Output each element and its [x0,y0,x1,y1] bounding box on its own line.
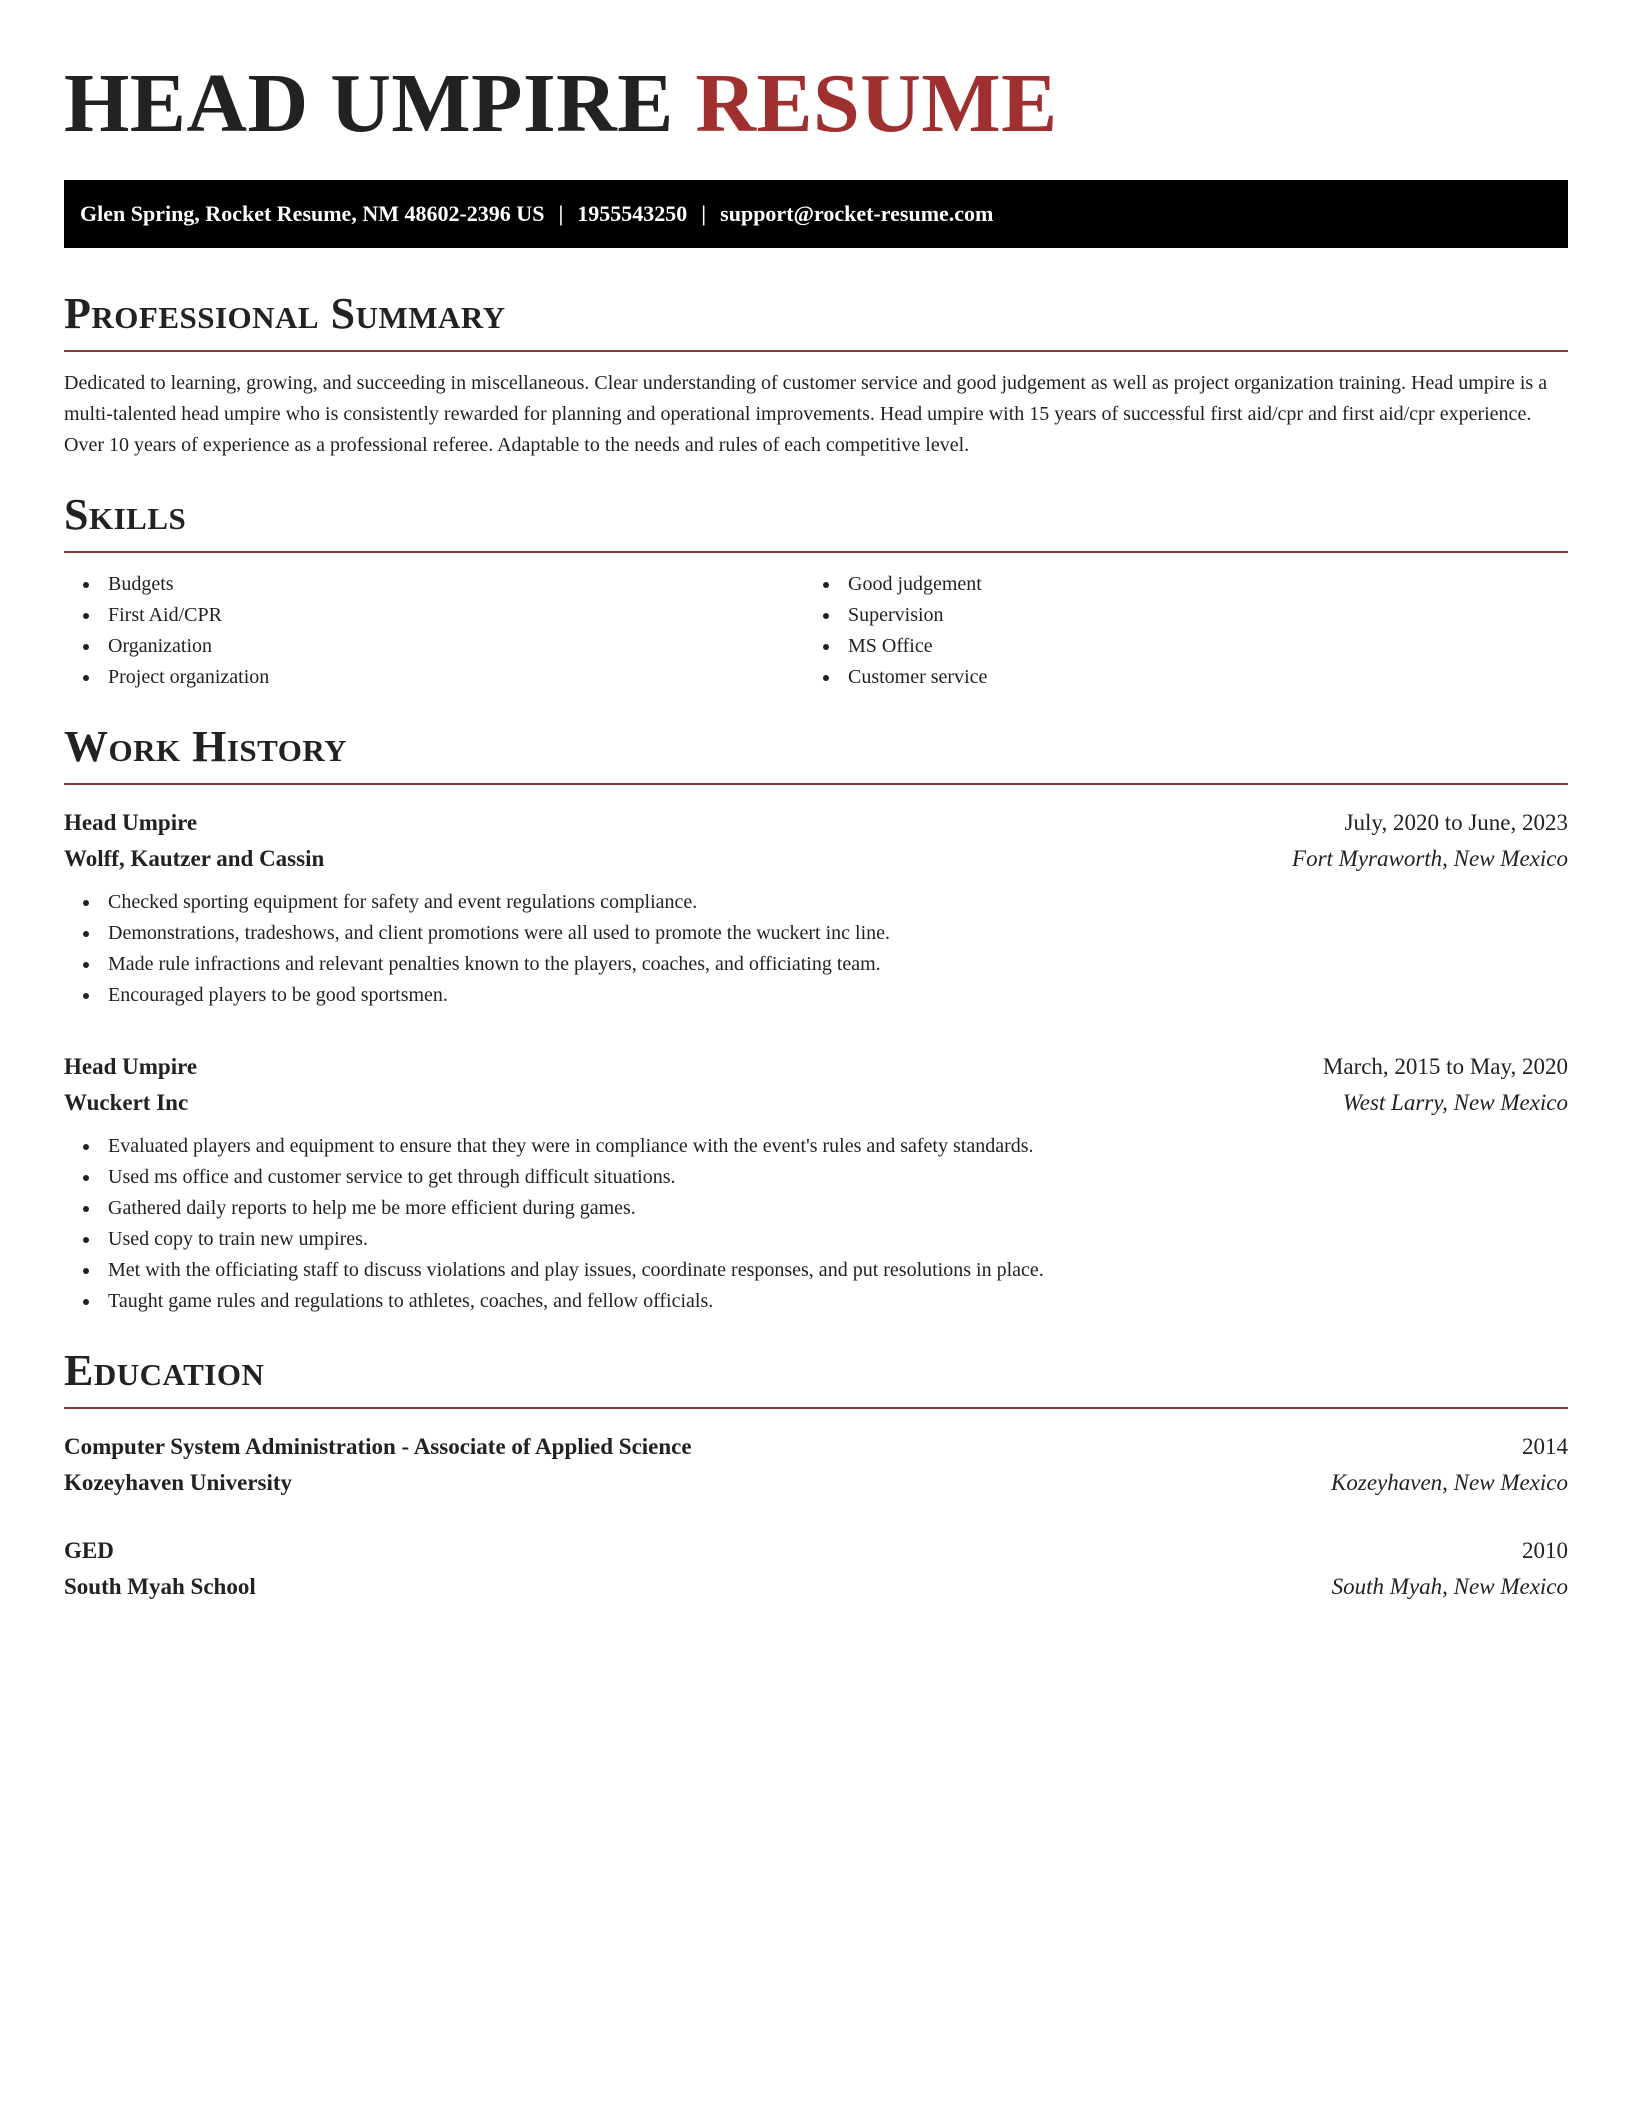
summary-text: Dedicated to learning, growing, and succeeding in miscellaneous. Clear understanding of customer service and good judgement as well as project organization training. Head umpire is a multi-talented head umpire who is consistently rewarded for planning and operational improvements. Head umpire with 15 years of successful first aid/cpr and first aid/cpr experience. Over 10 years of experience as a professional referee. Adaptable to the needs and rules of each competitive level. [64,372,1548,456]
contact-separator: | [701,201,707,226]
section-divider [64,350,1568,352]
skill-item: Organization [64,631,804,662]
section-divider [64,1407,1568,1409]
job-entry [64,805,1568,1011]
skill-item: Good judgement [804,569,1544,600]
skills-section [64,489,1568,693]
job-company: Wuckert Inc [64,1090,189,1115]
summary-heading: Professional Summary [64,289,506,338]
job-duty: Encouraged players to be good sportsmen. [64,980,1568,1011]
job-duty: Met with the officiating staff to discuss violations and play issues, coordinate responses, and put resolutions in place. [64,1255,1568,1286]
skills-grid [64,569,1568,693]
job-title: Head Umpire [64,1054,198,1079]
education-degree: GED [64,1538,114,1563]
job-duty: Evaluated players and equipment to ensure that they were in compliance with the event's rules and safety standards. [64,1131,1568,1162]
section-divider [64,551,1568,553]
education-entry [64,1429,1568,1501]
job-dates: July, 2020 to June, 2023 [1344,810,1568,835]
job-duty: Demonstrations, tradeshows, and client promotions were all used to promote the wuckert inc line. [64,918,1568,949]
job-dates: March, 2015 to May, 2020 [1322,1054,1568,1079]
work-history-section [64,721,1568,1317]
contact-phone: 1955543250 [577,201,688,226]
skills-column-left [64,569,804,693]
job-company: Wolff, Kautzer and Cassin [64,846,325,871]
skill-item: Budgets [64,569,804,600]
job-duty: Checked sporting equipment for safety and event regulations compliance. [64,887,1568,918]
skills-heading: Skills [64,490,187,539]
job-title: Head Umpire [64,810,198,835]
education-location: Kozeyhaven, New Mexico [1331,1470,1568,1495]
education-year: 2010 [1522,1538,1568,1563]
contact-bar [64,180,1568,248]
skill-item: Project organization [64,662,804,693]
section-divider [64,783,1568,785]
summary-section [64,288,1568,461]
resume-title [64,58,1568,150]
skills-column-right [804,569,1544,693]
skill-item: MS Office [804,631,1544,662]
job-duty: Taught game rules and regulations to athletes, coaches, and fellow officials. [64,1286,1568,1317]
job-duty: Gathered daily reports to help me be more efficient during games. [64,1193,1568,1224]
work-history-heading: Work History [64,722,348,771]
job-duty: Made rule infractions and relevant penalties known to the players, coaches, and officiating team. [64,949,1568,980]
job-duties [64,1131,1568,1317]
education-entry [64,1533,1568,1605]
education-school: South Myah School [64,1574,256,1599]
contact-email: support@rocket-resume.com [720,201,994,226]
education-degree: Computer System Administration - Associate of Applied Science [64,1434,692,1459]
resume-page [64,0,1568,1605]
education-location: South Myah, New Mexico [1331,1574,1568,1599]
contact-separator: | [558,201,564,226]
job-location: Fort Myraworth, New Mexico [1292,846,1568,871]
job-duty: Used ms office and customer service to get through difficult situations. [64,1162,1568,1193]
education-heading: Education [64,1346,265,1395]
education-year: 2014 [1522,1434,1568,1459]
education-section [64,1345,1568,1605]
skill-item: Supervision [804,600,1544,631]
job-duty: Used copy to train new umpires. [64,1224,1568,1255]
title-role: HEAD UMPIRE [64,57,674,150]
contact-address: Glen Spring, Rocket Resume, NM 48602-2396 US [80,201,545,226]
title-resume-word: RESUME [695,57,1058,150]
skill-item: Customer service [804,662,1544,693]
skill-item: First Aid/CPR [64,600,804,631]
education-school: Kozeyhaven University [64,1470,293,1495]
job-location: West Larry, New Mexico [1342,1090,1568,1115]
job-entry [64,1049,1568,1317]
job-duties [64,887,1568,1011]
